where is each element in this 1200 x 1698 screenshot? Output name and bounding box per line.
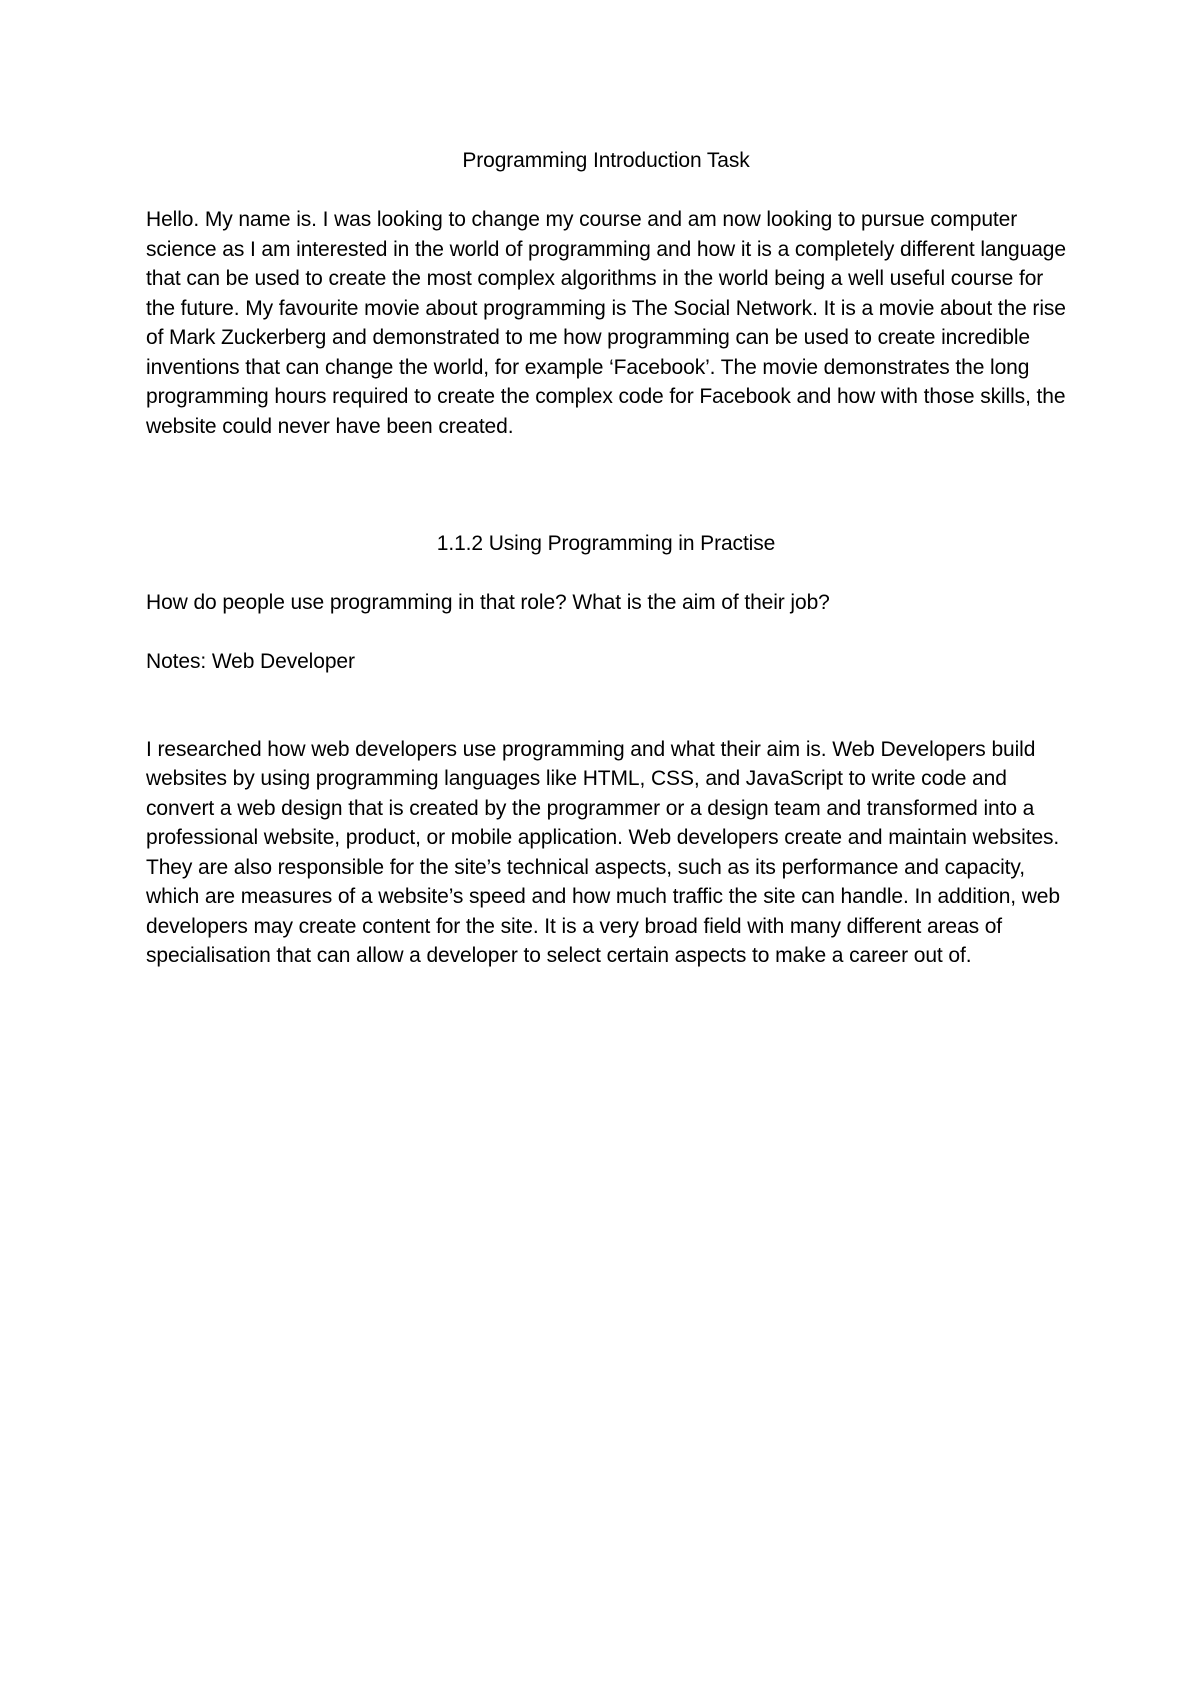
spacer — [146, 441, 1066, 529]
spacer — [146, 677, 1066, 735]
question-text: How do people use programming in that role? What is the aim of their job? — [146, 591, 830, 614]
document-body — [146, 146, 1066, 971]
spacer — [146, 618, 1066, 648]
section-heading: 1.1.2 Using Programming in Practise — [436, 532, 776, 555]
research-paragraph: I researched how web developers use programming and what their aim is. Web Developers build websites by using programming languages like HTML, CSS, and JavaScript to write code and convert a web design that is created by the programmer or a design team and transformed into a professional website, product, or mobile application. Web developers create and maintain websites. They are also responsible for the site’s technical aspects, such as its performance and capacity, which are measures of a website’s speed and how much traffic the site can handle. In addition, web developers may create content for the site. It is a very broad field with many different areas of specialisation that can allow a developer to select certain aspects to make a career out of. — [146, 737, 1060, 967]
spacer — [146, 176, 1066, 206]
spacer — [146, 559, 1066, 589]
intro-paragraph: Hello. My name is. I was looking to change my course and am now looking to pursue computer science as I am interested in the world of programming and how it is a completely different language that can be used to create the most complex algorithms in the world being a well useful course for the future. My favourite movie about programming is The Social Network. It is a movie about the rise of Mark Zuckerberg and demonstrated to me how programming can be used to create incredible inventions that can change the world, for example ‘Facebook’. The movie demonstrates the long programming hours required to create the complex code for Facebook and how with those skills, the website could never have been created. — [146, 208, 1066, 438]
document-title: Programming Introduction Task — [462, 149, 750, 172]
notes-label: Notes: Web Developer — [146, 650, 355, 673]
